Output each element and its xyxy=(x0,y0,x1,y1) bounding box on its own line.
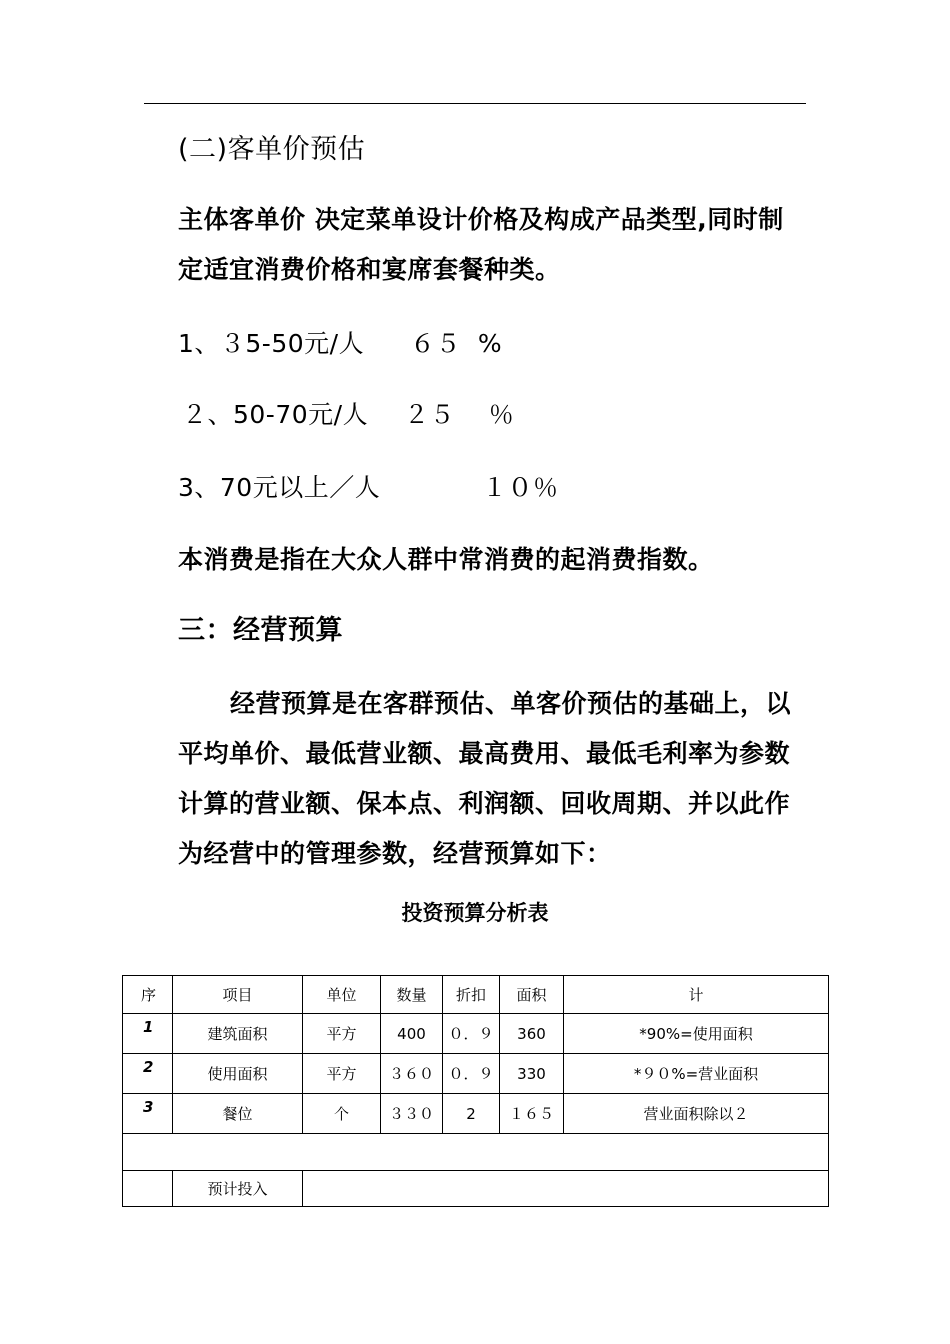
table-row xyxy=(123,1094,829,1134)
header-calc: 计 xyxy=(564,976,829,1014)
header-area: 面积 xyxy=(500,976,564,1014)
table-header-row xyxy=(123,976,829,1014)
row-area: 330 xyxy=(500,1054,564,1094)
investment-budget-table xyxy=(122,975,829,1207)
table-blank-row xyxy=(123,1134,829,1171)
header-item: 项目 xyxy=(173,976,303,1014)
header-unit: 单位 xyxy=(303,976,381,1014)
header-rule xyxy=(144,103,806,104)
row-seq: 3 xyxy=(123,1094,173,1134)
tier-1-label: 1、３5-50元/人 xyxy=(178,329,365,358)
header-quantity: 数量 xyxy=(381,976,443,1014)
row-discount: ０．９ xyxy=(443,1014,500,1054)
row-calc: *９０%=营业面积 xyxy=(564,1054,829,1094)
footer-value-cell xyxy=(303,1171,829,1207)
row-item: 餐位 xyxy=(173,1094,303,1134)
header-discount: 折扣 xyxy=(443,976,500,1014)
tier-2-label: ２、50-70元/人 xyxy=(182,400,369,429)
tier-1-percent: ６５ % xyxy=(410,329,503,358)
row-item: 使用面积 xyxy=(173,1054,303,1094)
table-footer-row xyxy=(123,1171,829,1207)
blank-cell xyxy=(123,1134,829,1171)
budget-para-line-1: 经营预算是在客群预估、单客价预估的基础上，以 xyxy=(230,689,792,718)
row-calc: *90%=使用面积 xyxy=(564,1014,829,1054)
intro-line-1: 主体客单价 决定菜单设计价格及构成产品类型,同时制 xyxy=(178,205,784,234)
row-unit: 个 xyxy=(303,1094,381,1134)
footer-seq-cell xyxy=(123,1171,173,1207)
row-area: １６５ xyxy=(500,1094,564,1134)
tier-2-percent: ２５ ％ xyxy=(404,400,515,429)
row-unit: 平方 xyxy=(303,1014,381,1054)
table-row xyxy=(123,1054,829,1094)
budget-para-line-2: 平均单价、最低营业额、最高费用、最低毛利率为参数 xyxy=(178,739,791,768)
budget-para-line-4: 为经营中的管理参数，经营预算如下： xyxy=(178,839,612,868)
table-title: 投资预算分析表 xyxy=(401,901,549,925)
row-calc: 营业面积除以２ xyxy=(564,1094,829,1134)
tier-3-label: 3、70元以上／人 xyxy=(178,473,381,502)
row-discount: 2 xyxy=(443,1094,500,1134)
row-discount: ０．９ xyxy=(443,1054,500,1094)
table-row xyxy=(123,1014,829,1054)
row-item: 建筑面积 xyxy=(173,1014,303,1054)
footer-label: 预计投入 xyxy=(173,1171,303,1207)
consumption-note: 本消费是指在大众人群中常消费的起消费指数。 xyxy=(178,545,714,574)
header-seq: 序 xyxy=(123,976,173,1014)
tier-3-percent: １０％ xyxy=(482,473,559,502)
section-heading-unit-price: (二)客单价预估 xyxy=(178,134,366,165)
row-quantity: ３３０ xyxy=(381,1094,443,1134)
intro-line-2: 定适宜消费价格和宴席套餐种类。 xyxy=(178,255,561,284)
budget-para-line-3: 计算的营业额、保本点、利润额、回收周期、并以此作 xyxy=(178,789,791,818)
row-seq: 1 xyxy=(123,1014,173,1054)
row-area: 360 xyxy=(500,1014,564,1054)
row-unit: 平方 xyxy=(303,1054,381,1094)
row-seq: 2 xyxy=(123,1054,173,1094)
row-quantity: ３６０ xyxy=(381,1054,443,1094)
row-quantity: 400 xyxy=(381,1014,443,1054)
section-heading-budget: 三：经营预算 xyxy=(178,615,343,646)
